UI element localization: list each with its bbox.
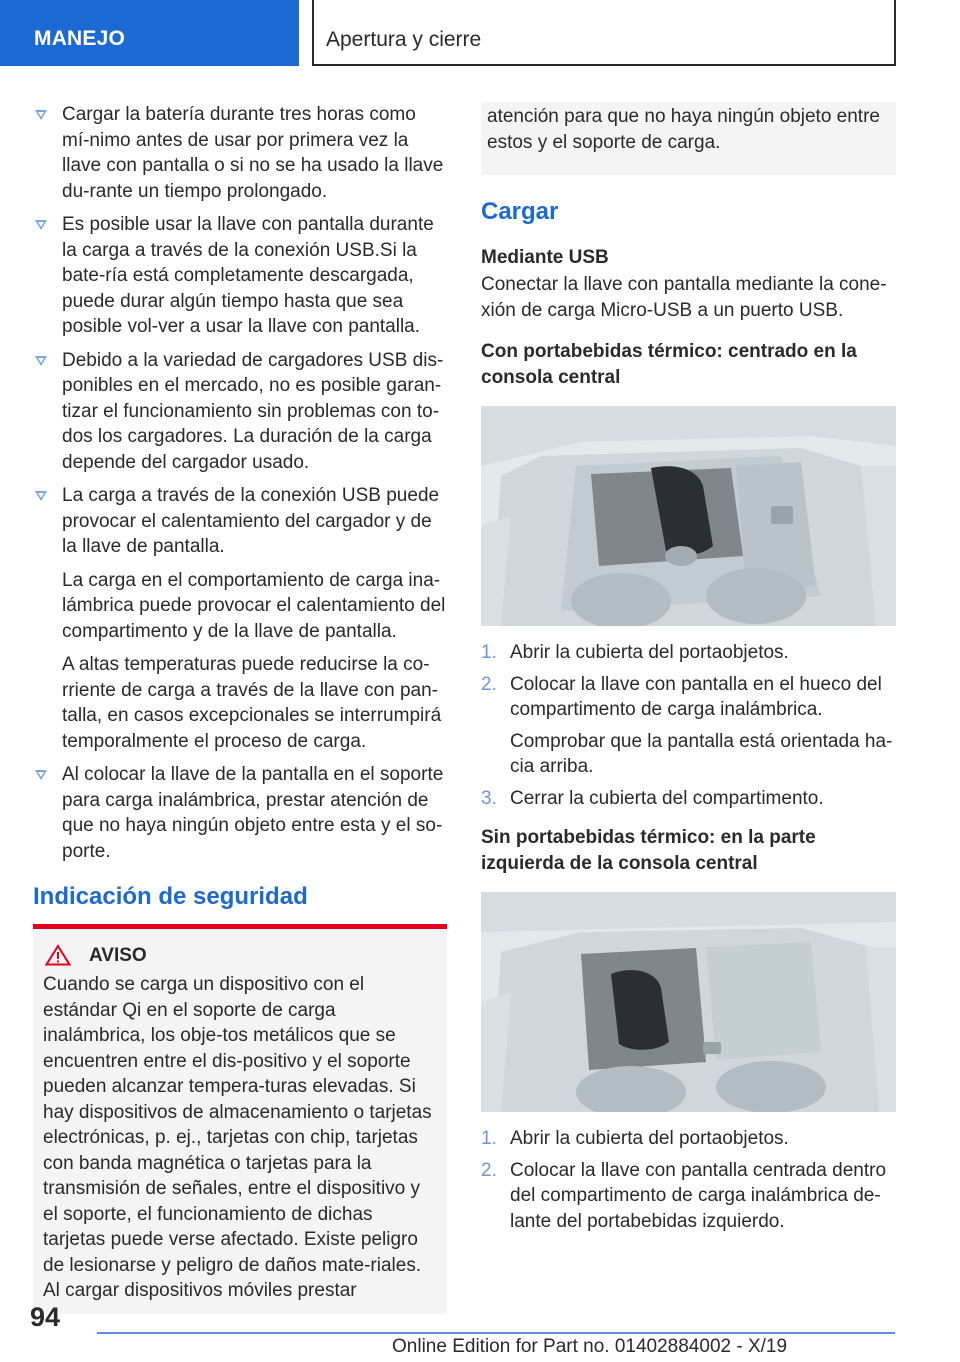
warning-triangle-icon — [45, 944, 71, 966]
left-column — [33, 102, 447, 1314]
warning-box — [33, 929, 447, 1314]
section1-subheading: Con portabebidas térmico: centrado en la consola central — [481, 341, 857, 388]
bullet-text: Al colocar la llave de la pantalla en el soporte para carga inalámbrica, prestar atención de que no haya ningún objeto entre esta y el so-porte. — [62, 764, 444, 862]
chapter-tab[interactable] — [0, 0, 299, 66]
chapter-label: MANEJO — [34, 27, 126, 50]
bullet-item — [33, 102, 447, 204]
bullet-text: Cargar la batería durante tres horas como mí-nimo antes de usar por primera vez la llave con pantalla o si no se ha usado la llave du-rante un tiempo prolongado. — [62, 104, 444, 202]
usb-subheading: Mediante USB — [481, 246, 609, 268]
step-item — [481, 1126, 896, 1152]
right-column — [481, 102, 896, 1240]
step-text: Abrir la cubierta del portaobjetos. — [510, 642, 789, 663]
console-illustration — [481, 892, 896, 1112]
usb-text: Conectar la llave con pantalla mediante la cone-xión de carga Micro-USB a un puerto USB. — [481, 274, 887, 321]
console-photo-center — [481, 406, 896, 626]
triangle-bullet-icon — [35, 770, 47, 780]
console-photo-left — [481, 892, 896, 1112]
step-item — [481, 1158, 896, 1235]
section-header — [312, 0, 896, 66]
page-number: 94 — [30, 1302, 61, 1332]
bullet-item — [33, 212, 447, 340]
warning-text: Cuando se carga un dispositivo con el estándar Qi en el soporte de carga inalámbrica, los obje-tos metálicos que se encuentren entre el dis-positivo y el soporte pueden alcanzar tempera-turas elevadas. Si hay dispositivos de almacenamiento o tarjetas electrónicas, p. ej., tarjetas con chip, tarjetas con banda magnética o tarjetas para la transmisión de señales, entre el dispositivo y el soporte, el funcionamiento de dichas tarjetas puede verse afectado. Existe peligro de lesionarse y peligro de daños mate-riales. Al cargar dispositivos móviles prestar — [43, 974, 432, 1301]
bullet-text: Es posible usar la llave con pantalla durante la carga a través de la conexión USB.Si la bate-ría está completamente descargada, puede durar algún tiempo hasta que sea posible vol-ver a usar la llave con pantalla. — [62, 214, 434, 337]
triangle-bullet-icon — [35, 110, 47, 120]
console-illustration — [481, 406, 896, 626]
triangle-bullet-icon — [35, 491, 47, 501]
step-text: Comprobar que la pantalla está orientada ha-cia arriba. — [510, 730, 893, 777]
step-text: Cerrar la cubierta del compartimento. — [510, 787, 824, 809]
footer-divider — [97, 1332, 895, 1334]
bullet-text: Debido a la variedad de cargadores USB dis-ponibles en el mercado, no es posible garan-tizar el funcionamiento sin problemas con to-dos los cargadores. La duración de la carga depende del cargador usado. — [62, 349, 444, 473]
triangle-bullet-icon — [35, 220, 47, 230]
bullet-text: La carga en el comportamiento de carga ina-lámbrica puede provocar el calentamiento del compartimento y de la llave de pantalla. — [62, 569, 446, 642]
step-number: 2. — [481, 673, 497, 695]
warning-continuation-box — [481, 102, 896, 175]
step-item — [481, 672, 896, 780]
step-text: Colocar la llave con pantalla en el hueco del compartimento de carga inalámbrica. — [510, 673, 882, 720]
warning-label: AVISO — [89, 944, 147, 966]
bullet-item — [33, 762, 447, 864]
step-item — [481, 786, 896, 812]
step-number: 1. — [481, 642, 497, 663]
section-label: Apertura y cierre — [326, 28, 482, 51]
step-number: 3. — [481, 787, 497, 809]
step-number: 2. — [481, 1159, 497, 1181]
warning-continuation-text: atención para que no haya ningún objeto entre estos y el soporte de carga. — [487, 106, 880, 153]
footer-edition: Online Edition for Part no. 01402884002 - X/19 — [392, 1336, 788, 1357]
bullet-item — [33, 348, 447, 476]
step-number: 1. — [481, 1128, 497, 1149]
bullet-item — [33, 483, 447, 754]
section2-subheading: Sin portabebidas térmico: en la parte izquierda de la consola central — [481, 827, 816, 874]
safety-heading: Indicación de seguridad — [33, 883, 308, 910]
bullet-text: La carga a través de la conexión USB puede provocar el calentamiento del cargador y de la llave de pantalla. — [62, 485, 440, 557]
bullet-text: A altas temperaturas puede reducirse la co-rriente de carga a través de la llave con pan-talla, en casos excepcionales se interrumpirá temporalmente el proceso de carga. — [62, 654, 442, 752]
warning-header — [43, 943, 437, 969]
step-text: Colocar la llave con pantalla centrada dentro del compartimento de carga inalámbrica de-lante del portabebidas izquierdo. — [510, 1159, 887, 1232]
step-item — [481, 640, 896, 666]
charge-heading: Cargar — [481, 198, 559, 225]
step-text: Abrir la cubierta del portaobjetos. — [510, 1128, 789, 1149]
triangle-bullet-icon — [35, 356, 47, 366]
